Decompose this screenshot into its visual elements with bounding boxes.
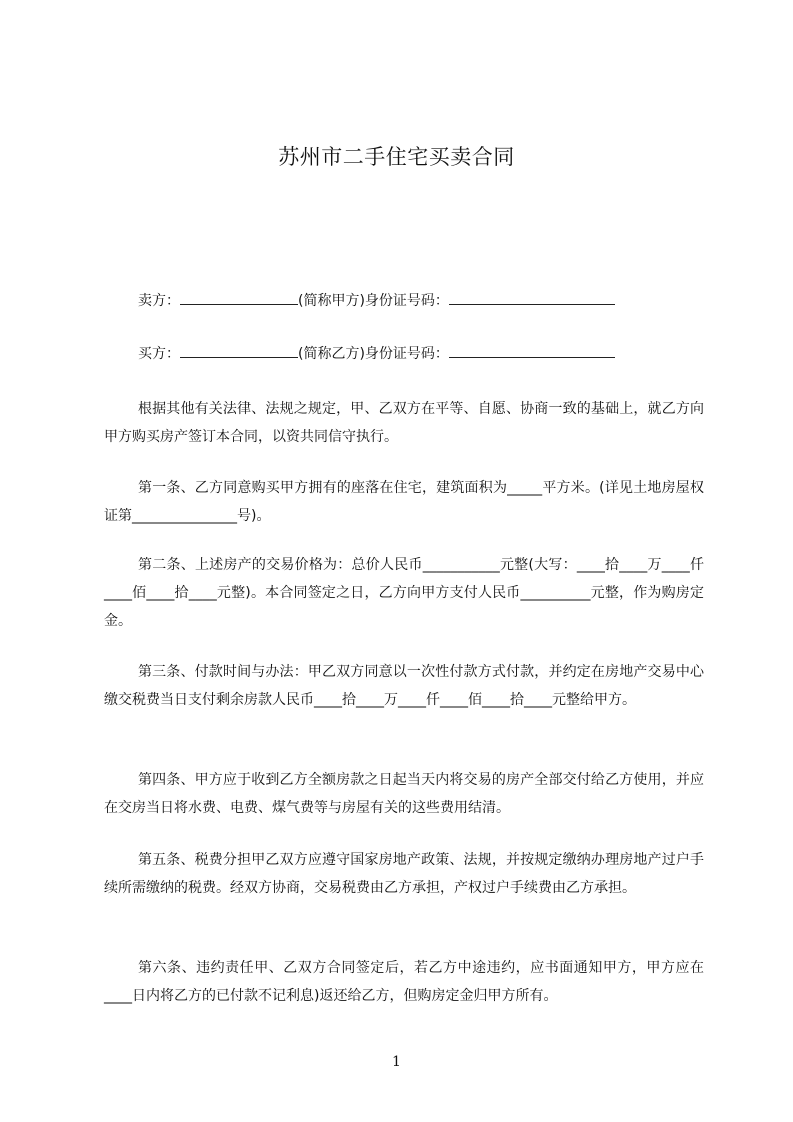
document-title: 苏州市二手住宅买卖合同	[278, 145, 515, 169]
intro-paragraph: 根据其他有关法律、法规之规定，甲、乙双方在平等、自愿、协商一致的基础上，就乙方向甲方购买房产签订本合同，以资共同信守执行。	[104, 401, 704, 445]
page-number: 1	[392, 1054, 401, 1070]
article-5: 第五条、税费分担甲乙双方应遵守国家房地产政策、法规，并按规定缴纳办理房地产过户手续所需缴纳的税费。经双方协商，交易税费由乙方承担，产权过户手续费由乙方承担。	[104, 852, 704, 896]
seller-label: 卖方：	[138, 293, 180, 309]
buyer-abbrev-label: (简称乙方)身份证号码：	[298, 346, 449, 362]
seller-line	[138, 290, 615, 311]
article-4: 第四条、甲方应于收到乙方全额房款之日起当天内将交易的房产全部交付给乙方使用，并应在交房当日将水费、电费、煤气费等与房屋有关的这些费用结清。	[104, 772, 704, 816]
buyer-label: 买方：	[138, 346, 180, 362]
article-3: 第三条、付款时间与办法：甲乙双方同意以一次性付款方式付款，并约定在房地产交易中心缴交税费当日支付剩余房款人民币____拾____万____仟____佰____拾____元整给甲方。	[104, 664, 704, 708]
seller-id-blank	[449, 290, 615, 305]
buyer-line	[138, 343, 615, 364]
buyer-id-blank	[449, 343, 615, 358]
buyer-name-blank	[180, 343, 298, 358]
article-1: 第一条、乙方同意购买甲方拥有的座落在住宅，建筑面积为_____平方米。(详见土地房屋权证第_______________号)。	[104, 480, 704, 524]
article-2: 第二条、上述房产的交易价格为：总价人民币___________元整(大写：____拾____万____仟____佰____拾____元整)。本合同签定之日，乙方向甲方支付人民币__________元整，作为购房定金。	[104, 557, 704, 629]
seller-name-blank	[180, 290, 298, 305]
article-6: 第六条、违约责任甲、乙双方合同签定后，若乙方中途违约，应书面通知甲方，甲方应在____日内将乙方的已付款不记利息)返还给乙方，但购房定金归甲方所有。	[104, 960, 704, 1004]
seller-abbrev-label: (简称甲方)身份证号码：	[298, 293, 449, 309]
